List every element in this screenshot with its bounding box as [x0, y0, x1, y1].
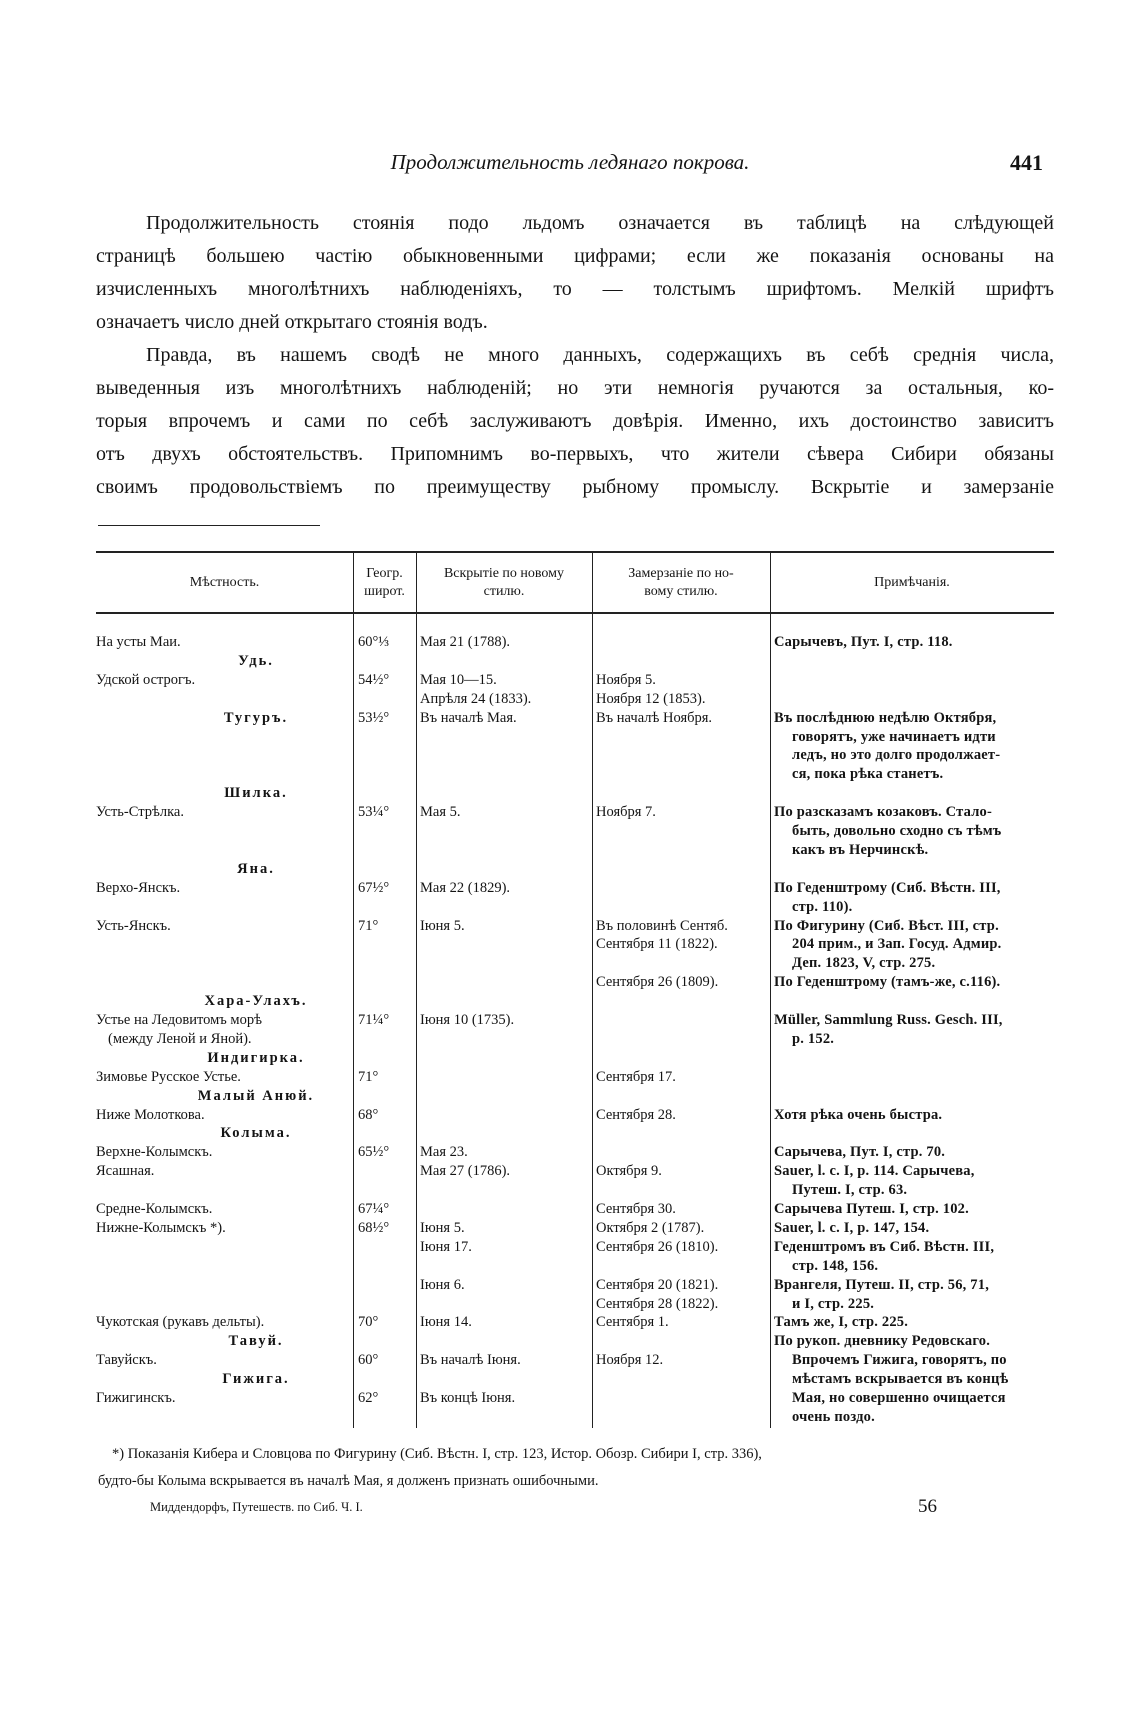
- note: Сарычева Путеш. I, стр. 102.: [774, 1201, 969, 1217]
- table-top-rule: [96, 551, 1054, 553]
- paragraph-line: выведенныя изъ многолѣтнихъ наблюденій; но эти немногія ручаются за остальныя, ко-: [96, 377, 1054, 399]
- latitude: 60°: [358, 1352, 379, 1369]
- freezing-date: Сентября 26 (1809).: [596, 974, 719, 991]
- opening-date: Іюня 10 (1735).: [420, 1012, 515, 1028]
- opening-date: Іюня 14.: [420, 1314, 472, 1331]
- opening-date: Мая 27 (1786).: [420, 1163, 511, 1180]
- section-heading: Индигирка.: [207, 1049, 305, 1066]
- freezing-date: Ноября 5.: [596, 671, 656, 688]
- freezing-date: Сентября 28.: [596, 1106, 676, 1123]
- freezing-date: Сентября 1.: [596, 1314, 669, 1331]
- column-header: Геогр.: [366, 566, 403, 581]
- opening-date: Мая 22 (1829).: [420, 879, 511, 896]
- column-header: Мѣстность.: [189, 575, 260, 590]
- paragraph-line: Продолжительность стоянія подо льдомъ означается въ таблицѣ на слѣдующей: [146, 212, 1054, 234]
- column-header: широт.: [364, 584, 405, 599]
- place-name: Устье на Ледовитомъ морѣ: [96, 1012, 262, 1028]
- note: Въ послѣднюю недѣлю Октября,: [774, 709, 997, 726]
- latitude: 54½°: [358, 671, 390, 688]
- freezing-date: Октября 9.: [596, 1163, 662, 1180]
- note: говорятъ, уже начинаетъ идти: [792, 728, 996, 745]
- latitude: 71°: [358, 917, 379, 934]
- opening-date: Іюня 17.: [420, 1238, 472, 1255]
- column-divider: [770, 551, 771, 1428]
- opening-date: Апрѣля 24 (1833).: [420, 690, 532, 707]
- note: Мая, но совершенно очищается: [792, 1390, 1006, 1406]
- note: очень поздо.: [792, 1408, 875, 1425]
- opening-date: Въ началѣ Мая.: [420, 709, 517, 726]
- latitude: 53½°: [358, 709, 390, 726]
- section-heading: Хара-Улахъ.: [204, 993, 308, 1010]
- column-header: Замерзаніе по но-: [628, 566, 734, 581]
- freezing-date: Въ началѣ Ноября.: [596, 709, 713, 726]
- page-number: 441: [1010, 150, 1043, 175]
- note: Сарычева, Пут. I, стр. 70.: [774, 1144, 946, 1161]
- paragraph-line: торыя впрочемъ и сами по себѣ заслуживаютъ довѣрія. Именно, ихъ достоинство зависитъ: [96, 410, 1054, 432]
- freezing-date: Сентября 11 (1822).: [596, 936, 718, 953]
- section-heading: Шилка.: [224, 785, 288, 802]
- place-name: Верхо-Янскъ.: [96, 879, 181, 896]
- place-name: Чукотская (рукавъ дельты).: [96, 1314, 265, 1331]
- note: По рукоп. дневнику Редовскаго.: [774, 1333, 991, 1350]
- column-divider: [353, 551, 354, 1428]
- freezing-date: Октября 2 (1787).: [596, 1219, 705, 1236]
- paragraph-line: Правда, въ нашемъ сводѣ не много данныхъ, содержащихъ въ себѣ среднія числа,: [146, 344, 1054, 366]
- note: Sauer, l. c. I, p. 147, 154.: [774, 1219, 930, 1236]
- column-divider: [416, 551, 417, 1428]
- place-name: Средне-Колымскъ.: [96, 1201, 213, 1217]
- note: По разсказамъ козаковъ. Стало-: [774, 804, 993, 821]
- latitude: 53¼°: [358, 804, 390, 821]
- note: Впрочемъ Гижига, говорятъ, по: [792, 1352, 1007, 1369]
- note: какъ въ Нерчинскѣ.: [792, 841, 929, 858]
- opening-date: Въ началѣ Іюня.: [420, 1352, 521, 1369]
- freezing-date: Ноября 7.: [596, 804, 656, 821]
- note: Геденштромъ въ Сиб. Вѣстн. III,: [774, 1238, 995, 1255]
- note: Путеш. I, стр. 63.: [792, 1182, 908, 1199]
- paragraph-line: своимъ продовольствіемъ по преимуществу рыбному промыслу. Вскрытіе и замерзаніе: [96, 476, 1054, 498]
- place-name: Гижигинскъ.: [96, 1390, 176, 1406]
- freezing-date: Сентября 28 (1822).: [596, 1295, 719, 1312]
- note: Тамъ же, I, стр. 225.: [774, 1314, 909, 1331]
- opening-date: Іюня 6.: [420, 1276, 465, 1293]
- column-header: вому стилю.: [644, 584, 718, 599]
- table-header-rule: [96, 612, 1054, 614]
- note: стр. 110).: [792, 898, 853, 915]
- opening-date: Іюня 5.: [420, 1219, 465, 1236]
- place-name: На усты Маи.: [96, 634, 181, 650]
- note: Müller, Sammlung Russ. Gesch. III,: [774, 1012, 1003, 1028]
- paragraph-line: означаетъ число дней открытаго стоянія водъ.: [96, 311, 488, 333]
- column-header: Вскрытіе по новому: [443, 566, 565, 581]
- section-heading: Малый Анюй.: [197, 1087, 315, 1104]
- place-name: Усть-Стрѣлка.: [96, 804, 184, 821]
- column-header: стилю.: [483, 584, 525, 599]
- latitude: 68°: [358, 1106, 379, 1123]
- section-heading: Удь.: [238, 652, 274, 669]
- paragraph-line: страницѣ большею частію обыкновенными цифрами; если же показанія основаны на: [96, 245, 1054, 267]
- latitude: 71¼°: [358, 1012, 390, 1028]
- footnote-line: будто-бы Колыма вскрывается въ началѣ Мая, я долженъ признать ошибочными.: [98, 1473, 599, 1489]
- note: По Фигурину (Сиб. Вѣст. III, стр.: [774, 917, 999, 934]
- section-heading: Тавуй.: [228, 1333, 284, 1350]
- opening-date: Іюня 5.: [420, 917, 465, 934]
- opening-date: Мая 10—15.: [420, 671, 497, 688]
- opening-date: Въ концѣ Іюня.: [420, 1390, 516, 1406]
- column-divider: [592, 551, 593, 1428]
- separator-rule: [98, 525, 320, 526]
- latitude: 67¼°: [358, 1201, 390, 1217]
- place-name: Тавуйскъ.: [96, 1352, 157, 1369]
- freezing-date: Сентября 26 (1810).: [596, 1238, 719, 1255]
- note: Врангеля, Путеш. II, стр. 56, 71,: [774, 1276, 990, 1293]
- latitude: 68½°: [358, 1219, 390, 1236]
- freezing-date: Сентября 20 (1821).: [596, 1276, 719, 1293]
- place-name: Ясашная.: [96, 1163, 155, 1180]
- opening-date: Мая 21 (1788).: [420, 634, 511, 650]
- note: 204 прим., и Зап. Госуд. Адмир.: [792, 936, 1002, 953]
- section-heading: Тугуръ.: [223, 709, 289, 726]
- place-name: Ниже Молоткова.: [96, 1106, 205, 1123]
- freezing-date: Сентября 30.: [596, 1201, 676, 1217]
- opening-date: Мая 23.: [420, 1144, 468, 1161]
- freezing-date: Ноября 12.: [596, 1352, 664, 1369]
- note: По Геденштрому (Сиб. Вѣстн. III,: [774, 879, 1001, 896]
- footnote-line: *) Показанія Кибера и Словцова по Фигурину (Сиб. Вѣстн. I, стр. 123, Истор. Обозр. Сибири I, стр. 336),: [112, 1446, 762, 1462]
- freezing-date: Сентября 17.: [596, 1068, 676, 1085]
- column-header: Примѣчанія.: [874, 575, 950, 590]
- note: и I, стр. 225.: [792, 1295, 875, 1312]
- signature-line: Миддендорфъ, Путешеств. по Сиб. Ч. I.: [150, 1500, 363, 1514]
- place-name: Нижне-Колымскъ *).: [96, 1219, 226, 1236]
- paragraph-line: отъ двухъ обстоятельствъ. Припомнимъ во-первыхъ, что жители сѣвера Сибири обязаны: [96, 443, 1054, 465]
- note: Sauer, l. c. I, p. 114. Сарычева,: [774, 1163, 975, 1180]
- place-name: Верхне-Колымскъ.: [96, 1144, 213, 1161]
- note: Сарычевъ, Пут. I, стр. 118.: [774, 634, 953, 650]
- opening-date: Мая 5.: [420, 804, 461, 821]
- running-title: Продолжительность ледянаго покрова.: [390, 150, 750, 174]
- place-name: Зимовье Русское Устье.: [96, 1068, 241, 1085]
- note: p. 152.: [792, 1030, 835, 1047]
- place-name: Удской острогъ.: [96, 671, 196, 688]
- latitude: 67½°: [358, 879, 390, 896]
- note: Хотя рѣка очень быстра.: [774, 1106, 943, 1123]
- place-name: Усть-Янскъ.: [96, 917, 171, 934]
- note: Деп. 1823, V, стр. 275.: [792, 955, 936, 972]
- latitude: 60°⅓: [358, 634, 390, 650]
- latitude: 65½°: [358, 1144, 390, 1161]
- latitude: 62°: [358, 1390, 379, 1406]
- note: ся, пока рѣка станетъ.: [792, 766, 944, 783]
- note: мѣстамъ вскрывается въ концѣ: [792, 1371, 1009, 1388]
- note: По Геденштрому (тамъ-же, с.116).: [774, 974, 1001, 991]
- sheet-number: 56: [918, 1496, 937, 1517]
- paragraph-line: изчисленныхъ многолѣтнихъ наблюденіяхъ, то — толстымъ шрифтомъ. Мелкій шрифтъ: [96, 278, 1054, 300]
- freezing-date: Ноября 12 (1853).: [596, 690, 706, 707]
- section-heading: Колыма.: [220, 1125, 292, 1142]
- note: ледъ, но это долго продолжает-: [792, 747, 1001, 764]
- freezing-date: Въ половинѣ Сентяб.: [596, 917, 728, 934]
- note: быть, довольно сходно съ тѣмъ: [792, 823, 1002, 839]
- place-name: (между Леной и Яной).: [108, 1030, 252, 1047]
- note: стр. 148, 156.: [792, 1257, 879, 1274]
- latitude: 71°: [358, 1068, 379, 1085]
- latitude: 70°: [358, 1314, 379, 1331]
- section-heading: Гижига.: [222, 1371, 290, 1388]
- section-heading: Яна.: [237, 860, 275, 877]
